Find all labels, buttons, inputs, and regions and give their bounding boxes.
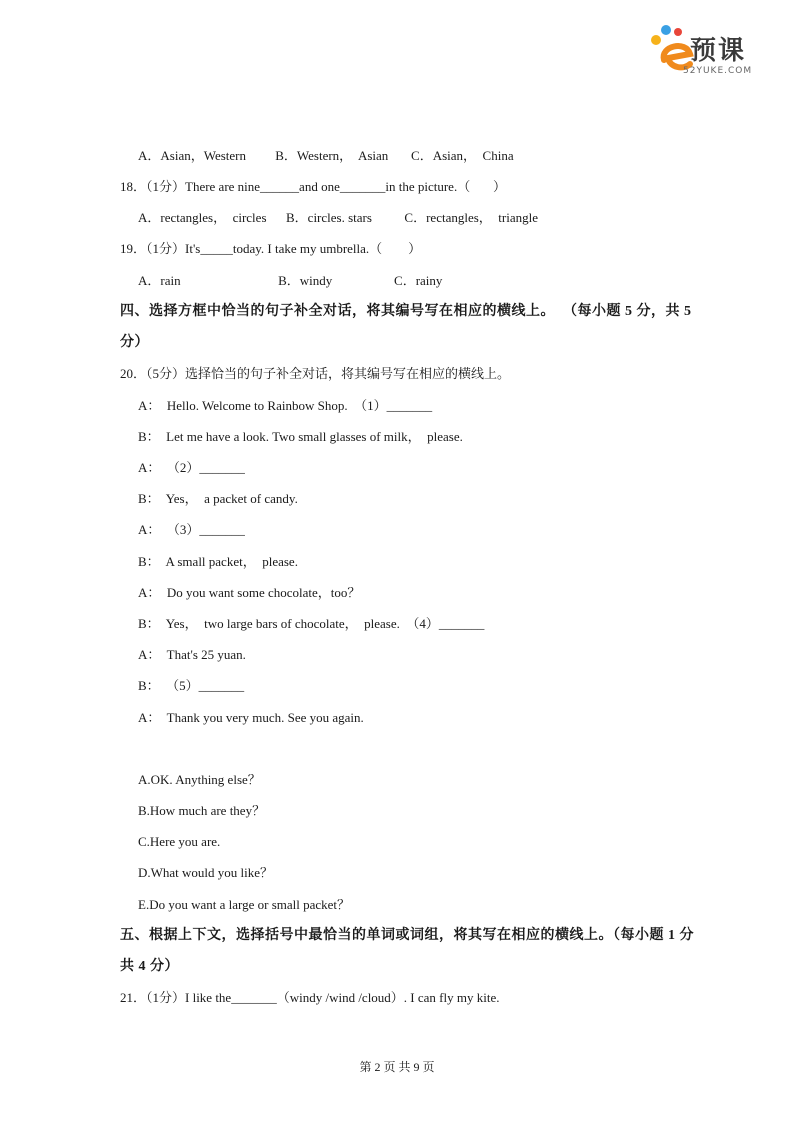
section-4-heading-cont: 分） — [120, 335, 149, 350]
section-5-heading: 五、根据上下文，选择括号中最恰当的单词或词组，将其写在相应的横线上。（每小题 1 分 — [120, 928, 694, 943]
question-21: 21．（1分）I like the_______（windy /wind /cloud）. I can fly my kite. — [120, 990, 500, 1005]
choice-option: B.How much are they？ — [138, 803, 266, 818]
dialogue-line: A： （2）_______ — [138, 460, 245, 475]
dialogue-line: B： Let me have a look. Two small glasses of milk， please. — [138, 429, 463, 444]
q18-options: A．rectangles， circles B．circles. stars C．rectangles， triangle — [138, 210, 538, 225]
choice-option: C.Here you are. — [138, 834, 221, 849]
dialogue-line: A： Thank you very much. See you again. — [138, 710, 364, 725]
question-18: 18．（1分）There are nine______and one_______in the picture.（ ） — [120, 179, 506, 194]
dialogue-line: A： （3）_______ — [138, 522, 245, 537]
dialogue-line: B： A small packet， please. — [138, 554, 298, 569]
page-footer: 第 2 页 共 9 页 — [359, 1060, 435, 1074]
choice-option: D.What would you like？ — [138, 865, 274, 880]
dialogue-line: A： That's 25 yuan. — [138, 647, 246, 662]
logo-subtitle: 52YUKE.COM — [683, 66, 753, 76]
logo-name: 预课 — [690, 36, 747, 66]
section-4-heading: 四、选择方框中恰当的句子补全对话，将其编号写在相应的横线上。 （每小题 5 分，共 5 — [120, 304, 692, 319]
dialogue-line: B： Yes， two large bars of chocolate， please. （4）_______ — [138, 616, 485, 631]
dialogue-line: A： Do you want some chocolate，too？ — [138, 585, 361, 600]
section-5-heading-cont: 共 4 分） — [120, 959, 179, 974]
choice-option: A.OK. Anything else？ — [138, 772, 261, 787]
q17-options: A．Asian，Western B．Western， Asian C．Asian， China — [138, 148, 514, 163]
choice-option: E.Do you want a large or small packet？ — [138, 897, 351, 912]
dialogue-line: A： Hello. Welcome to Rainbow Shop. （1）_______ — [138, 398, 433, 413]
dialogue-line: B： （5）_______ — [138, 678, 245, 693]
q19-options: A．rain B．windy C．rainy — [138, 273, 443, 288]
question-20: 20．（5分）选择恰当的句子补全对话，将其编号写在相应的横线上。 — [120, 366, 511, 381]
question-19: 19．（1分）It's_____today. I take my umbrella.（ ） — [120, 241, 422, 256]
dialogue-line: B： Yes， a packet of candy. — [138, 491, 298, 506]
